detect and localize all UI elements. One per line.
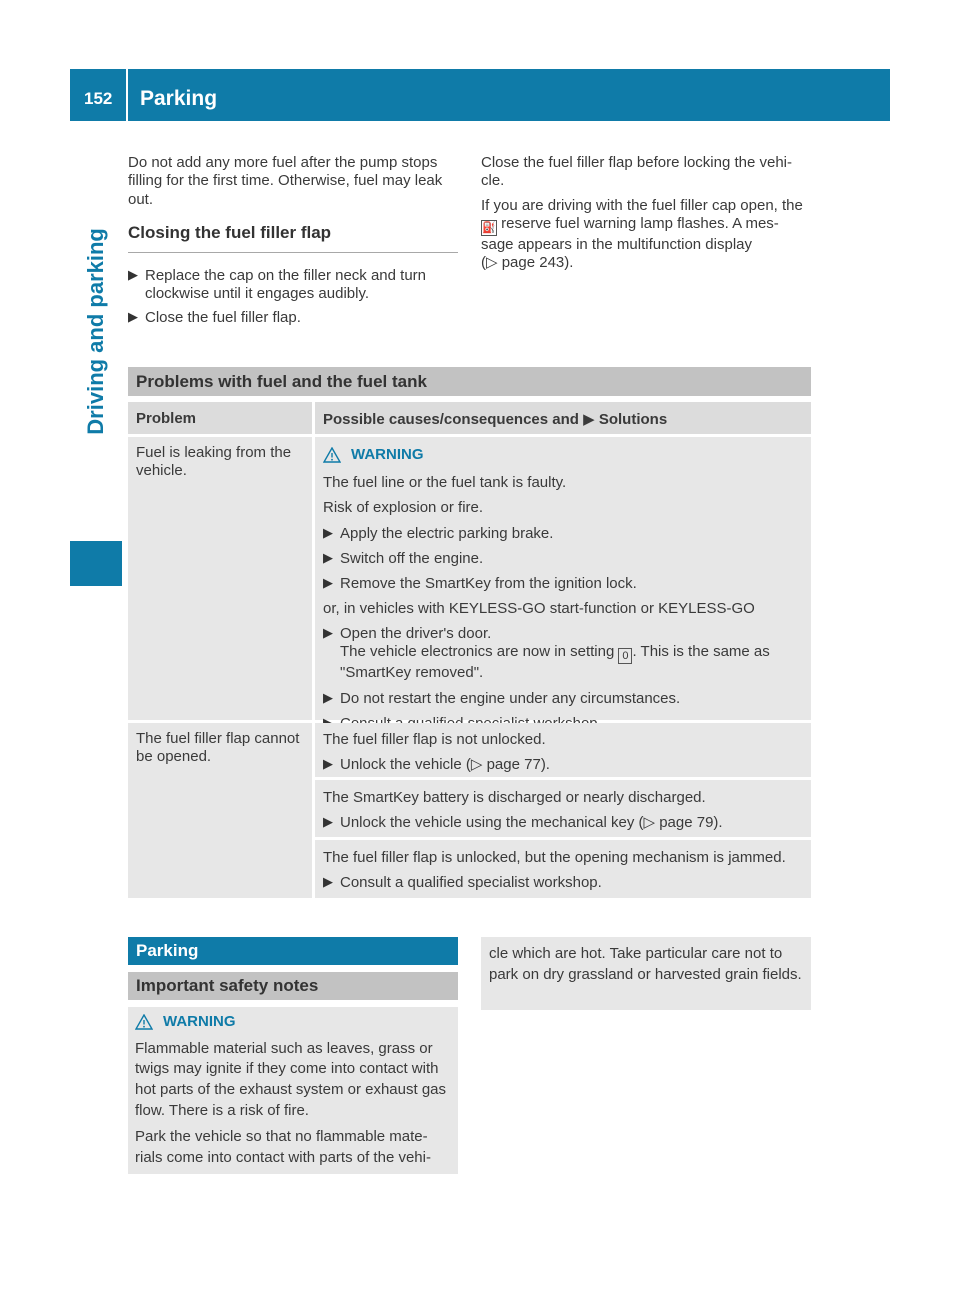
- step-item: ▶ Open the driver's door. The vehicle electronics are now in setting 0 . This is the same as "SmartKey removed".: [323, 625, 770, 682]
- table-row-solution: The fuel filler flap is unlocked, but the opening mechanism is jammed. ▶ Consult a qualified specialist workshop.: [315, 840, 811, 898]
- header-divider: [126, 69, 128, 121]
- page-number: 152: [84, 89, 113, 108]
- table-header-solutions: Possible causes/consequences and ▶ Solutions: [315, 402, 811, 434]
- step-arrow-icon: ▶: [323, 689, 333, 705]
- page-title: Parking: [140, 87, 218, 110]
- section-title-parking: Parking: [128, 937, 458, 965]
- step-item: ▶ Close the fuel filler flap.: [128, 309, 301, 327]
- warning-heading: WARNING: [323, 446, 803, 464]
- step-arrow-icon: ▶: [323, 874, 333, 890]
- step-item: ▶ Do not restart the engine under any circumstances.: [323, 689, 681, 707]
- step-arrow-icon: ▶: [323, 756, 333, 772]
- step-item: ▶ Unlock the vehicle (▷ page 77).: [323, 756, 550, 774]
- intro-paragraph: If you are driving with the fuel filler cap open, the ⛽ reserve fuel warning lamp flashes. A mes-sage appears in the multifunction display (▷ page 243).: [481, 196, 803, 272]
- step-arrow-icon: ▶: [323, 524, 333, 540]
- intro-paragraph: Do not add any more fuel after the pump stops filling for the first time. Otherwise, fuel may leak out.: [128, 154, 443, 208]
- heading-rule: [128, 252, 458, 253]
- fuel-pump-icon: ⛽: [482, 221, 496, 234]
- step-arrow-icon: ▶: [583, 411, 595, 428]
- warning-box-continued: cle which are hot. Take particular care not to park on dry grassland or harvested grain fields.: [481, 937, 811, 1010]
- side-tab: [70, 121, 122, 586]
- step-arrow-icon: ▶: [128, 266, 138, 282]
- warning-heading: WARNING: [135, 1012, 451, 1033]
- table-row-problem: Fuel is leaking from the vehicle.: [128, 437, 312, 720]
- intro-right: [481, 154, 811, 278]
- page-header: [70, 69, 890, 121]
- side-tab-label: Driving and parking: [82, 227, 108, 435]
- step-arrow-icon: ▶: [128, 309, 138, 325]
- step-item: ▶ Switch off the engine.: [323, 550, 484, 568]
- step-arrow-icon: ▶: [323, 575, 333, 591]
- step-arrow-icon: ▶: [323, 550, 333, 566]
- table-header-problem: Problem: [128, 402, 312, 434]
- side-tab-marker: [70, 541, 122, 586]
- table-row-solution: WARNING The fuel line or the fuel tank is faulty. Risk of explosion or fire. ▶ Apply the electric parking brake. ▶ Switch off the engine. ▶ Remove the SmartKey from the ignition lock. or, in vehicles with KEYLESS-GO start-function or KEYLESS-GO ▶ Open the driver's door. The vehicle electronics are now in setting 0 . This is the same as "SmartKey removed". ▶ Do not restart the engine under any circumstances.: [315, 437, 811, 720]
- intro-paragraph: Close the fuel filler flap before locking the vehi-cle.: [481, 154, 793, 190]
- table-row-solution: The fuel filler flap is not unlocked. ▶ Unlock the vehicle (▷ page 77).: [315, 723, 811, 777]
- table-title: Problems with fuel and the fuel tank: [128, 367, 811, 396]
- ignition-position-0-icon: 0: [618, 648, 632, 664]
- step-item: ▶ Apply the electric parking brake.: [323, 524, 554, 542]
- step-item: ▶ Unlock the vehicle using the mechanical key (▷ page 79).: [323, 814, 723, 832]
- step-item: ▶ Remove the SmartKey from the ignition lock.: [323, 575, 637, 593]
- warning-triangle-icon: [323, 447, 341, 463]
- section-heading: Closing the fuel filler flap: [128, 222, 332, 242]
- step-arrow-icon: ▶: [323, 625, 333, 641]
- table-row-problem: The fuel filler flap cannot be opened.: [128, 723, 312, 898]
- intro-left: [128, 154, 458, 334]
- table-row-solution: The SmartKey battery is discharged or nearly discharged. ▶ Unlock the vehicle using the mechanical key (▷ page 79).: [315, 780, 811, 837]
- warning-triangle-icon: [135, 1014, 153, 1030]
- step-arrow-icon: ▶: [323, 814, 333, 830]
- step-item: ▶ Replace the cap on the filler neck and turn clockwise until it engages audibly.: [128, 266, 427, 302]
- subsection-title: Important safety notes: [128, 972, 458, 1000]
- step-item: ▶ Consult a qualified specialist workshop.: [323, 874, 602, 892]
- warning-box: WARNING Flammable material such as leaves, grass or twigs may ignite if they come into contact with hot parts of the exhaust system or exhaust gas flow. There is a risk of fire. Park the vehicle so that no flammable mate-rials come into contact with parts of the vehi-: [128, 1007, 458, 1174]
